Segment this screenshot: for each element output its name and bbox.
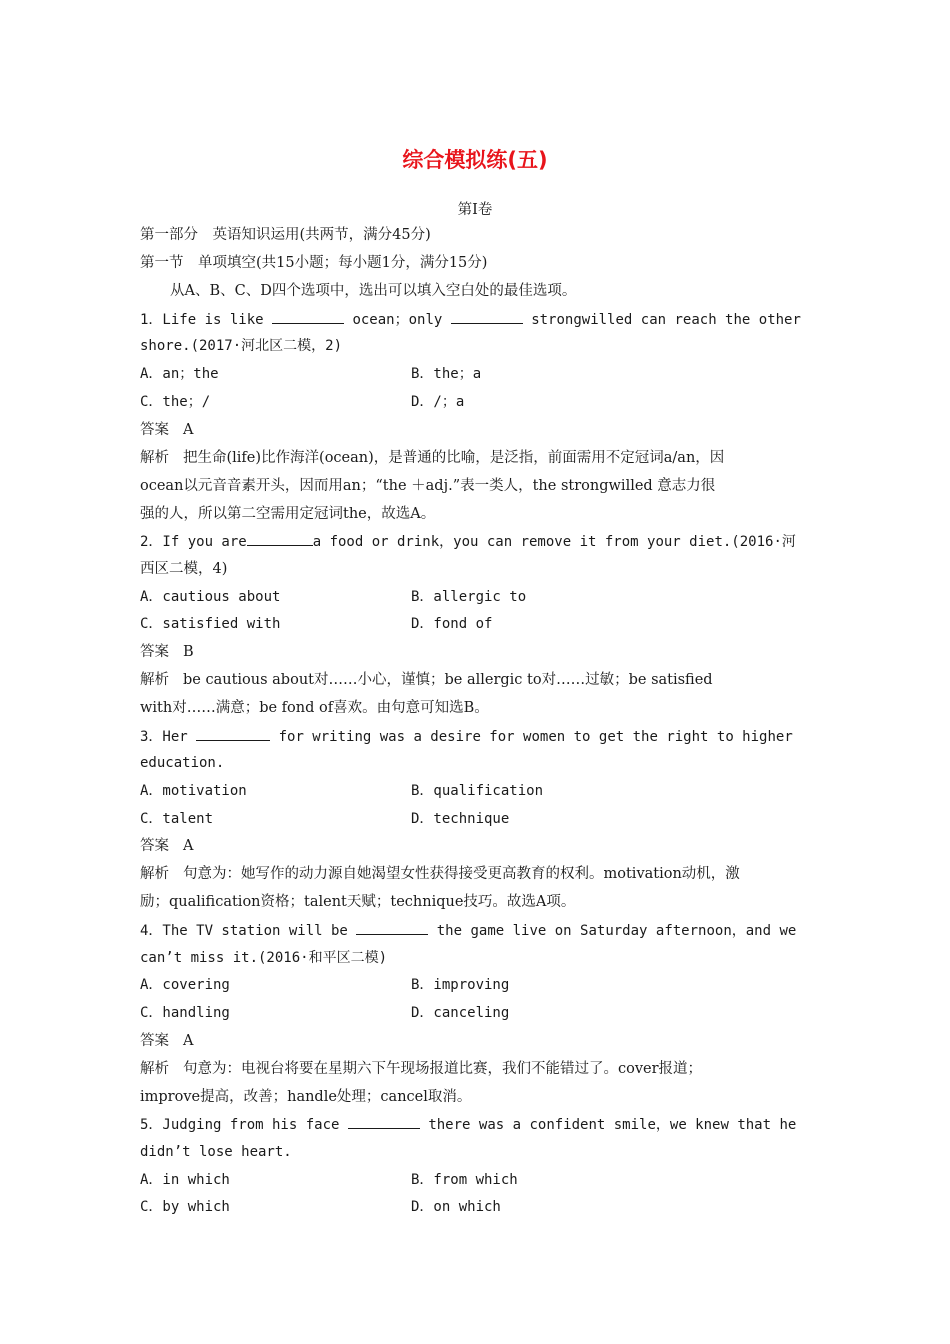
option-c: C．talent xyxy=(140,811,214,827)
analysis-line: 励；qualification资格；talent天赋；technique技巧。故选A项。 xyxy=(140,894,576,910)
answer-blank xyxy=(451,309,523,324)
option-d: D．/；a xyxy=(411,394,465,410)
answer-line: 答案 A xyxy=(140,422,194,438)
answer-line: 答案 A xyxy=(140,838,194,854)
option-b: B．allergic to xyxy=(411,589,527,605)
analysis-line: ocean以元音音素开头，因而用an；“the ＋adj.”表一类人，the strongwilled 意志力很 xyxy=(140,478,716,494)
question-1-stem: 1．Life is like ocean；only strongwilled can reach the other xyxy=(140,309,810,330)
option-c: C．the；/ xyxy=(140,394,211,410)
question-5-stem: 5．Judging from his face there was a confident smile，we knew that he xyxy=(140,1114,810,1135)
option-b: B．from which xyxy=(411,1172,518,1188)
option-b: B．improving xyxy=(411,977,510,993)
question-5-stem-cont: didn’t lose heart. xyxy=(140,1144,292,1160)
analysis-line: improve提高，改善；handle处理；cancel取消。 xyxy=(140,1089,472,1105)
section-heading: 第一节 单项填空(共15小题；每小题1分，满分15分) xyxy=(140,255,488,271)
answer-blank xyxy=(348,1114,420,1129)
option-a: A．covering xyxy=(140,977,230,993)
analysis-line: 强的人，所以第二空需用定冠词the，故选A。 xyxy=(140,506,436,522)
option-b: B．the；a xyxy=(411,366,482,382)
analysis-line: with对……满意；be fond of喜欢。由句意可知选B。 xyxy=(140,700,489,716)
analysis-line: 解析 be cautious about对……小心，谨慎；be allergic to对……过敏；be satisfied xyxy=(140,672,713,688)
answer-line: 答案 A xyxy=(140,1033,194,1049)
option-c: C．by which xyxy=(140,1199,230,1215)
instruction-text: 从A、B、C、D四个选项中，选出可以填入空白处的最佳选项。 xyxy=(170,283,577,299)
page-title: 综合模拟练(五) xyxy=(402,148,548,172)
answer-blank xyxy=(272,309,344,324)
analysis-line: 解析 句意为：电视台将要在星期六下午现场报道比赛，我们不能错过了。cover报道； xyxy=(140,1061,703,1077)
part-heading: 第一部分 英语知识运用(共两节，满分45分) xyxy=(140,227,431,243)
answer-blank xyxy=(196,726,270,741)
option-d: D．on which xyxy=(411,1199,501,1215)
answer-blank xyxy=(247,531,313,546)
option-c: C．satisfied with xyxy=(140,616,281,632)
analysis-line: 解析 句意为：她写作的动力源自她渴望女性获得接受更高教育的权利。motivation动机，激 xyxy=(140,866,740,882)
option-d: D．canceling xyxy=(411,1005,510,1021)
question-4-stem-cont: can’t miss it.(2016·和平区二模) xyxy=(140,950,388,966)
question-2-stem: 2．If you are a food or drink，you can remove it from your diet.(2016·河 xyxy=(140,531,810,552)
option-a: A．motivation xyxy=(140,783,247,799)
question-1-stem-cont: shore.(2017·河北区二模，2) xyxy=(140,338,343,354)
question-4-stem: 4．The TV station will be the game live on Saturday afternoon，and we xyxy=(140,920,810,941)
option-a: A．an；the xyxy=(140,366,219,382)
question-3-stem: 3．Her for writing was a desire for women to get the right to higher xyxy=(140,726,810,747)
option-d: D．technique xyxy=(411,811,510,827)
option-c: C．handling xyxy=(140,1005,230,1021)
answer-blank xyxy=(356,920,428,935)
question-3-stem-cont: education. xyxy=(140,755,225,771)
option-a: A．in which xyxy=(140,1172,230,1188)
analysis-line: 解析 把生命(life)比作海洋(ocean)，是普通的比喻，是泛指，前面需用不定冠词a/an，因 xyxy=(140,450,725,466)
option-d: D．fond of xyxy=(411,616,493,632)
answer-line: 答案 B xyxy=(140,644,194,660)
question-2-stem-cont: 西区二模，4) xyxy=(140,561,228,577)
option-a: A．cautious about xyxy=(140,589,281,605)
volume-heading: 第Ⅰ卷 xyxy=(457,202,493,218)
option-b: B．qualification xyxy=(411,783,544,799)
